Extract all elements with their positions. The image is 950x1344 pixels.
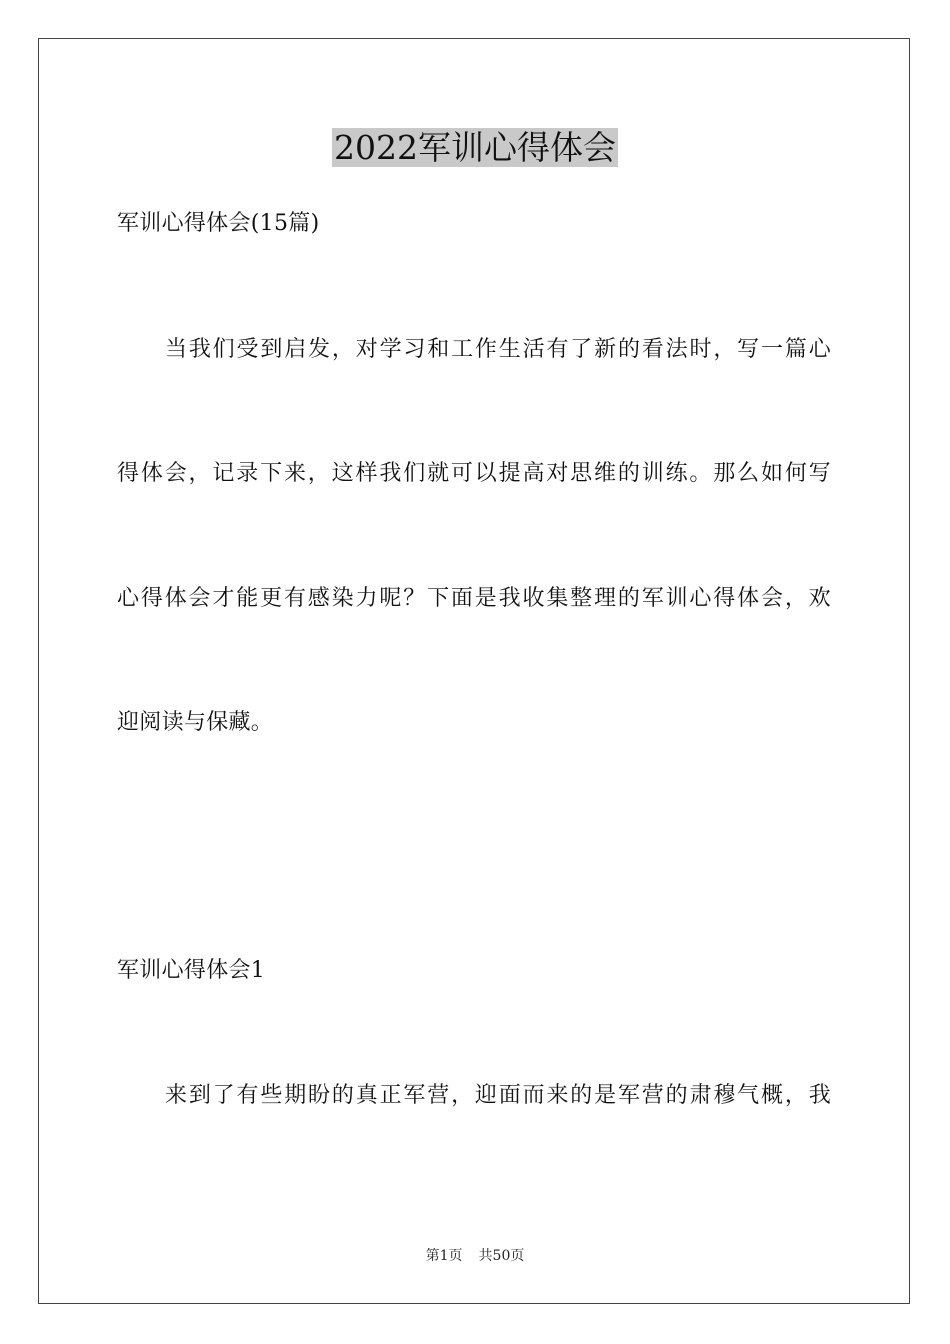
- document-subtitle: 军训心得体会(15篇): [117, 211, 320, 236]
- paragraph-line: 当我们受到启发，对学习和工作生活有了新的看法时，写一篇心: [165, 337, 831, 362]
- paragraph-line: 来到了有些期盼的真正军营，迎面而来的是军营的肃穆气概，我: [165, 1083, 831, 1108]
- document-title: [0, 126, 950, 170]
- paragraph-line: 得体会，记录下来，这样我们就可以提高对思维的训练。那么如何写: [117, 461, 831, 486]
- page-number: 第1页: [425, 1248, 463, 1264]
- document-title-text: 2022军训心得体会: [334, 128, 616, 167]
- page-footer: [0, 1247, 950, 1265]
- section-heading: 军训心得体会1: [117, 958, 266, 983]
- paragraph-line: 迎阅读与保藏。: [117, 710, 274, 735]
- paragraph-line: 心得体会才能更有感染力呢？下面是我收集整理的军训心得体会，欢: [117, 586, 831, 611]
- page-total: 共50页: [478, 1248, 525, 1264]
